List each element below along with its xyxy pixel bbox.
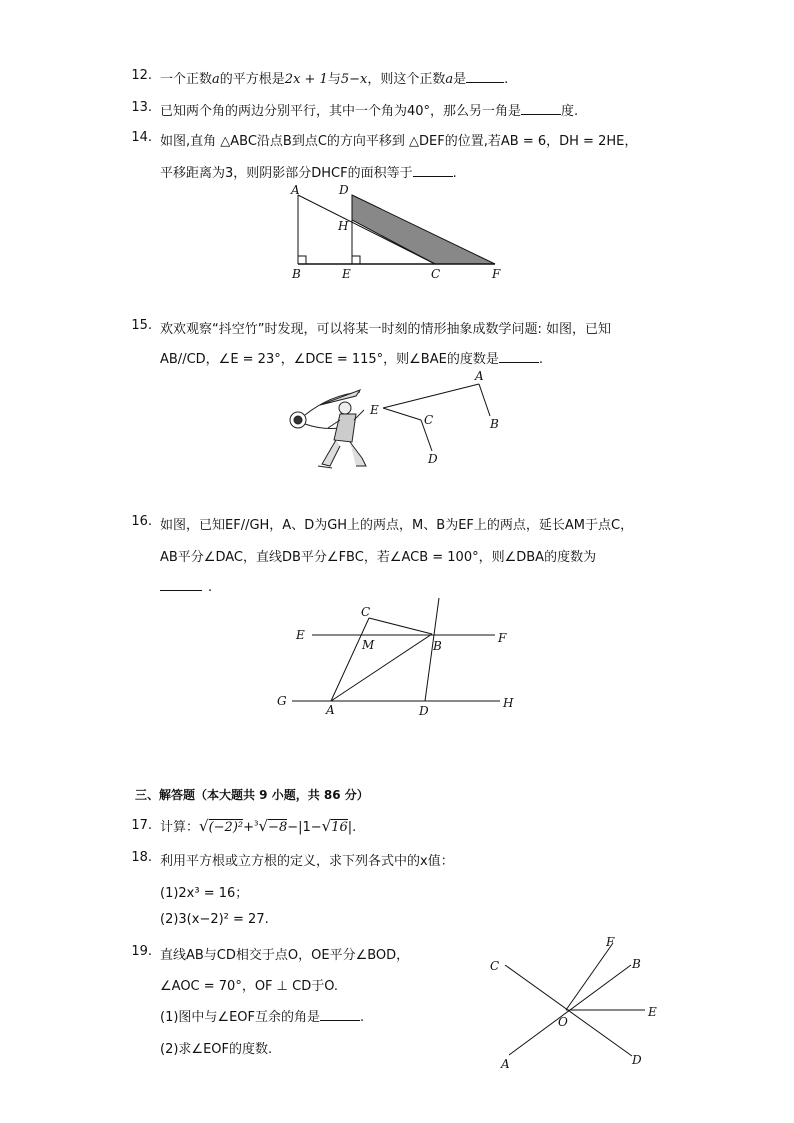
- q12-t5: 是: [453, 72, 467, 87]
- q14-label-c: C: [431, 267, 441, 281]
- q16-label-e: E: [296, 628, 305, 642]
- q16-label-a: A: [326, 703, 335, 717]
- q17-label: 计算：: [160, 820, 200, 835]
- q17-number: 17.: [131, 818, 152, 833]
- q18-part1: (1)2x³ = 16；: [160, 886, 249, 901]
- q14-label-b: B: [292, 267, 301, 281]
- q16-label-m: M: [362, 638, 375, 652]
- q12-t1: 一个正数: [160, 72, 213, 87]
- q19-label-d: D: [632, 1053, 642, 1067]
- q14-line1: 如图,直角 △ABC沿点B到点C的方向平移到 △DEF的位置,若AB = 6，DH = 2HE，: [160, 134, 638, 149]
- q12-t2: 的平方根是: [219, 72, 285, 87]
- q12-t4: ，则这个正数: [367, 72, 446, 87]
- q16-line2: AB平分∠DAC，直线DB平分∠FBC，若∠ACB = 100°，则∠DBA的度数为: [160, 550, 597, 565]
- q19-label-a: A: [501, 1057, 510, 1071]
- q19-ray-of: [566, 943, 613, 1010]
- q19-label-o: O: [558, 1015, 568, 1029]
- q19-label-e: E: [648, 1005, 657, 1019]
- q17-expr2: −8: [268, 820, 288, 835]
- q16-label-h: H: [503, 696, 514, 710]
- q14-label-a: A: [291, 183, 300, 197]
- q15-line1: 欢欢观察“抖空竹”时发现，可以将某一时刻的情形抽象成数学问题: 如图，已知: [160, 322, 611, 337]
- section-3-title: 三、解答题（本大题共 9 小题，共 86 分）: [135, 788, 369, 802]
- q15-label-b: B: [490, 417, 499, 431]
- q13-t1: 已知两个角的两边分别平行，其中一个角为40°，那么另一角是: [160, 104, 522, 119]
- q19-line2: ∠AOC = 70°，OF ⊥ CD于O.: [160, 979, 339, 994]
- q13-number: 13.: [131, 100, 152, 115]
- q19-label-b: B: [632, 957, 641, 971]
- q14-label-h: H: [338, 219, 349, 233]
- q18-number: 18.: [131, 850, 152, 865]
- q16-label-f: F: [498, 631, 507, 645]
- q16-label-g: G: [277, 694, 287, 708]
- q16-number: 16.: [131, 514, 152, 529]
- q16-label-c: C: [361, 605, 371, 619]
- q15-number: 15.: [131, 318, 152, 333]
- q15-label-d: D: [428, 452, 438, 466]
- q19-label-f: F: [606, 935, 615, 949]
- q15-tail: .: [538, 352, 543, 367]
- q19-label-c: C: [490, 959, 500, 973]
- q14-tail: .: [452, 166, 457, 181]
- q18-text: 利用平方根或立方根的定义，求下列各式中的x值：: [160, 854, 454, 869]
- q19-p1: (1)图中与∠EOF互余的角是: [160, 1010, 320, 1025]
- q12-a1: a: [212, 72, 220, 87]
- q14-label-f: F: [492, 267, 501, 281]
- q12-e1: 2x + 1: [284, 72, 328, 87]
- q14-label-e: E: [342, 267, 351, 281]
- q16-line1: 如图，已知EF//GH，A、D为GH上的两点，M、B为EF上的两点，延长AM于点C，: [160, 518, 634, 533]
- q16-tail: .: [208, 580, 213, 595]
- q17-mid: −|1−: [287, 820, 322, 835]
- q14-number: 14.: [131, 130, 152, 145]
- q12-e2: 5−x: [340, 72, 368, 87]
- q12-number: 12.: [131, 68, 152, 83]
- q17-plus: +: [243, 820, 255, 835]
- q16-label-b: B: [433, 639, 442, 653]
- q13-tail: 度.: [561, 104, 579, 119]
- q15-label-c: C: [424, 413, 434, 427]
- q17-expr3: 16: [331, 820, 348, 835]
- q12-tail: .: [504, 72, 509, 87]
- q16-label-d: D: [419, 704, 429, 718]
- q19-p1-tail: .: [360, 1010, 365, 1025]
- q12-t3: 与: [327, 72, 341, 87]
- q17-expr1: (−2)²: [208, 820, 244, 835]
- q15-label-e: E: [370, 403, 379, 417]
- q17-end: |.: [347, 820, 357, 835]
- q19-line1: 直线AB与CD相交于点O，OE平分∠BOD，: [160, 948, 410, 963]
- q12-a2: a: [445, 72, 454, 87]
- q17-text: 计算：√(−2)²+$^3$√−8−|1−√16|.: [160, 817, 357, 835]
- q19-part2: (2)求∠EOF的度数.: [160, 1042, 273, 1057]
- q19-number: 19.: [131, 944, 152, 959]
- q15-label-a: A: [475, 369, 484, 383]
- q14-l2: 平移距离为3，则阴影部分DHCF的面积等于: [160, 166, 413, 181]
- q14-label-d: D: [339, 183, 349, 197]
- q17-root-index: 3: [254, 819, 259, 828]
- q18-part2: (2)3(x−2)² = 27.: [160, 912, 269, 927]
- q15-l2: AB//CD，∠E = 23°，∠DCE = 115°，则∠BAE的度数是: [160, 352, 499, 367]
